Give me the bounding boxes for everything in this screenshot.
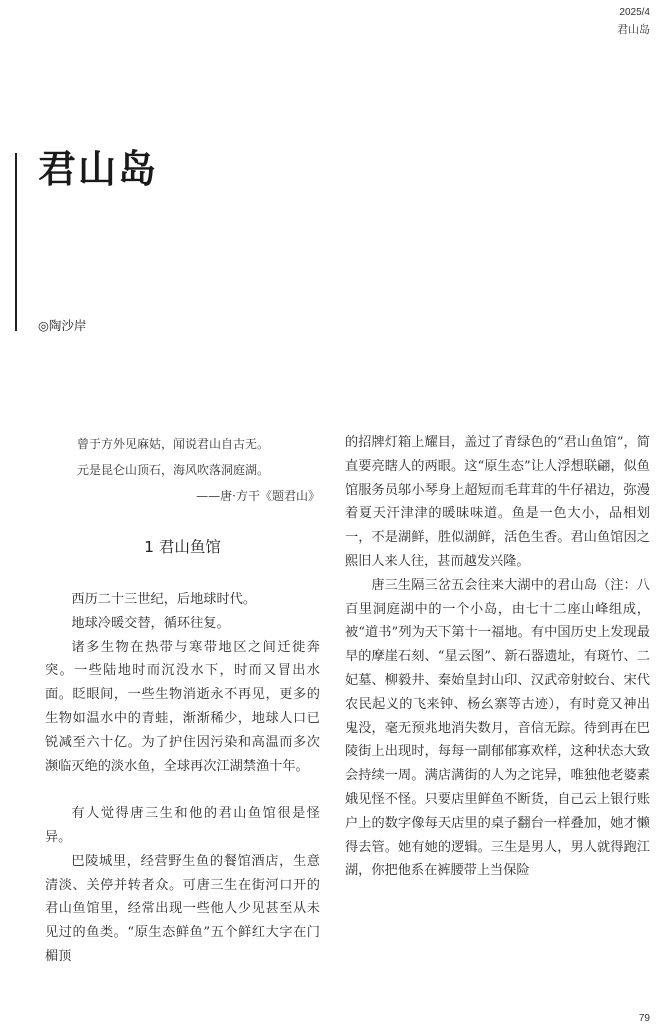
- paragraph: 地球冷暖交替，循环往复。: [71, 615, 230, 631]
- poem-attribution: ——唐·方干《题君山》: [196, 489, 320, 503]
- paragraph: 唐三生隔三岔五会往来大湖中的君山岛（注：八百里洞庭湖中的一个小岛，由七十二座山峰组成，被“道书”列为天下第十一福地。有中国历史上发现最早的摩崖石刻、“星云图”、新石器遗址，有斑竹、二妃墓、柳毅井、秦始皇封山印、汉武帝射蛟台、宋代农民起义的飞来钟、杨幺寨等古迹），有时竟又神出鬼没，毫无预兆地消失数月，音信无踪。待到再在巴陵街上出现时，每每一副郁郁寡欢样，这种状态大致会持续一周。满店满街的人为之诧异，唯独他老婆素娥见怪不怪。只要店里鲜鱼不断货，自己云上银行账户上的数字像每天店里的桌子翻台一样叠加，她才懒得去管。她有她的逻辑。三生是男人，男人就得跑江湖，你把他系在裤腰带上当保险: [345, 577, 650, 879]
- title-accent-bar: [15, 153, 17, 331]
- section-heading: 1 君山鱼馆: [144, 538, 221, 556]
- paragraph: 的招牌灯箱上耀目，盖过了青绿色的“君山鱼馆”，简直要亮瞎人的两眼。这“原生态”让人浮想联翩，似鱼馆服务员邬小琴身上超短而毛茸茸的牛仔裙边，弥漫着夏天汗津津的暖昧味道。鱼是一色大小，品相划一，不是湖鲜，胜似湖鲜，活色生香。君山鱼馆因之熙旧人来人往，甚而越发兴隆。: [345, 435, 650, 569]
- left-column: [45, 588, 320, 969]
- poem-line-2: 元是昆仑山顶石，海风吹落洞庭湖。: [77, 463, 270, 477]
- page-number: 79: [638, 1013, 650, 1024]
- article-title: 君山岛: [38, 147, 159, 191]
- article-author: ◎陶沙岸: [38, 318, 87, 333]
- paragraph: 有人觉得唐三生和他的君山鱼馆很是怪异。: [45, 806, 320, 845]
- magazine-name: 君山岛: [617, 24, 650, 36]
- poem-line-1: 曾于方外见麻姑，闻说君山自古无。: [77, 437, 270, 451]
- right-column: [345, 431, 650, 883]
- epigraph-poem: [45, 431, 320, 509]
- paragraph: 西历二十三世纪，后地球时代。: [71, 592, 257, 607]
- paragraph-spacer: [45, 778, 320, 802]
- paragraph: 诸多生物在热带与寒带地区之间迁徙奔突。一些陆地时而沉没水下，时而又冒出水面。眨眼间，一些生物消逝永不再见，更多的生物如温水中的青蛙，渐渐稀少，地球人口已锐减至六十亿。为了护住因污染和高温而多次濒临灭绝的淡水鱼，全球再次江湖禁渔十年。: [45, 639, 320, 774]
- paragraph: 巴陵城里，经营野生鱼的餐馆酒店，生意清淡、关停并转者众。可唐三生在街河口开的君山鱼馆里，经常出现一些他人少见甚至从未见过的鱼类。“原生态鲜鱼”五个鲜红大字在门楣顶: [45, 853, 320, 964]
- issue-number: 2025/4: [619, 7, 650, 18]
